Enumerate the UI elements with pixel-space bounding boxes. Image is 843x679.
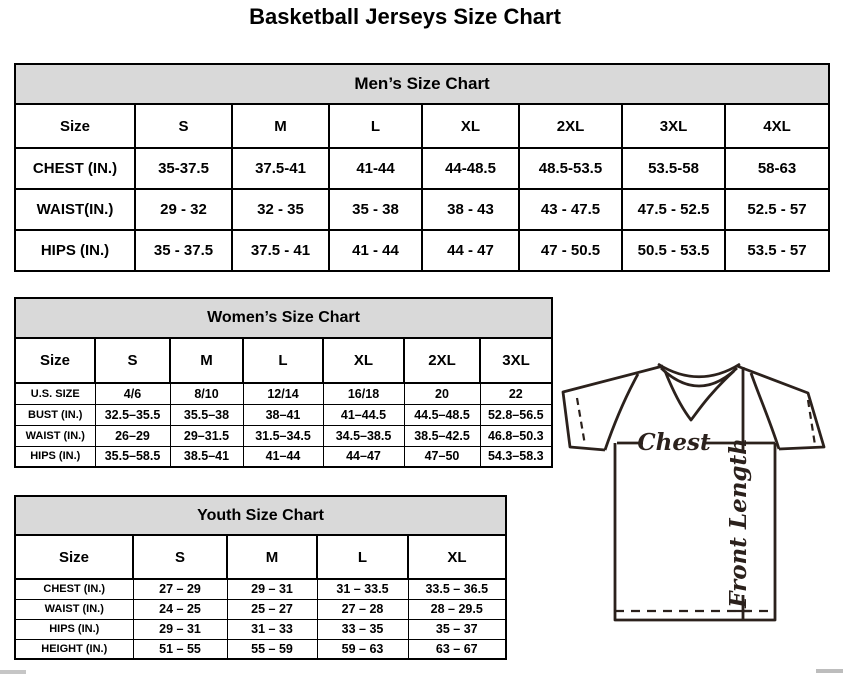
mens-size-value-cell: 47.5 - 52.5 [622,189,725,230]
youth-size-value-cell: 31 – 33 [227,619,317,639]
horizontal-scrollbar-fragment-right[interactable] [816,669,843,673]
youth-size-value-cell: 24 – 25 [133,599,227,619]
womens-column-header-2xl: 2XL [404,338,480,383]
womens-table-row [15,383,552,404]
womens-size-value-cell: 35.5–58.5 [95,446,170,467]
womens-size-value-cell: 12/14 [243,383,323,404]
chest-label: Chest [637,429,711,456]
mens-chart-header-row [15,64,829,104]
womens-size-value-cell: 20 [404,383,480,404]
mens-size-value-cell: 41 - 44 [329,230,422,271]
womens-table-row [15,404,552,425]
womens-size-value-cell: 29–31.5 [170,425,243,446]
womens-row-label: BUST (IN.) [15,404,95,425]
womens-chart-title: Women’s Size Chart [15,298,552,338]
mens-size-chart-table [14,63,830,272]
womens-size-value-cell: 22 [480,383,552,404]
mens-table-row [15,189,829,230]
jersey-left-armhole-seam [605,374,638,450]
mens-row-label: CHEST (IN.) [15,148,135,189]
youth-size-value-cell: 28 – 29.5 [408,599,506,619]
womens-size-value-cell: 38.5–42.5 [404,425,480,446]
youth-size-value-cell: 27 – 28 [317,599,408,619]
youth-size-chart-table [14,495,507,660]
mens-column-header-m: M [232,104,329,148]
mens-table-row [15,148,829,189]
womens-size-value-cell: 35.5–38 [170,404,243,425]
youth-size-value-cell: 31 – 33.5 [317,579,408,599]
youth-row-label: HEIGHT (IN.) [15,639,133,659]
mens-table-row [15,230,829,271]
womens-size-value-cell: 32.5–35.5 [95,404,170,425]
womens-size-value-cell: 8/10 [170,383,243,404]
womens-table-row [15,446,552,467]
jersey-right-sleeve [737,366,824,449]
womens-size-header-row [15,338,552,383]
womens-column-header-label: Size [15,338,95,383]
youth-row-label: HIPS (IN.) [15,619,133,639]
womens-size-value-cell: 54.3–58.3 [480,446,552,467]
youth-size-value-cell: 27 – 29 [133,579,227,599]
mens-size-value-cell: 43 - 47.5 [519,189,622,230]
womens-column-header-m: M [170,338,243,383]
womens-column-header-s: S [95,338,170,383]
jersey-measurement-diagram [558,356,842,630]
mens-column-header-label: Size [15,104,135,148]
womens-row-label: U.S. SIZE [15,383,95,404]
mens-size-value-cell: 37.5-41 [232,148,329,189]
mens-column-header-xl: XL [422,104,519,148]
womens-row-label: WAIST (IN.) [15,425,95,446]
youth-size-value-cell: 35 – 37 [408,619,506,639]
youth-table-row [15,639,506,659]
womens-size-value-cell: 44–47 [323,446,404,467]
womens-size-value-cell: 38.5–41 [170,446,243,467]
youth-row-label: CHEST (IN.) [15,579,133,599]
womens-size-value-cell: 46.8–50.3 [480,425,552,446]
mens-row-label: HIPS (IN.) [15,230,135,271]
youth-table-row [15,619,506,639]
mens-size-value-cell: 29 - 32 [135,189,232,230]
mens-size-value-cell: 44 - 47 [422,230,519,271]
youth-chart-title: Youth Size Chart [15,496,506,535]
mens-size-value-cell: 35 - 38 [329,189,422,230]
mens-size-value-cell: 48.5-53.5 [519,148,622,189]
mens-column-header-s: S [135,104,232,148]
mens-size-value-cell: 52.5 - 57 [725,189,829,230]
womens-size-value-cell: 26–29 [95,425,170,446]
youth-column-header-label: Size [15,535,133,579]
youth-size-value-cell: 51 – 55 [133,639,227,659]
mens-size-value-cell: 35-37.5 [135,148,232,189]
womens-size-chart-table [14,297,553,468]
front-length-label: Front Length [725,438,752,608]
womens-table-row [15,425,552,446]
mens-column-header-4xl: 4XL [725,104,829,148]
youth-size-value-cell: 59 – 63 [317,639,408,659]
youth-column-header-l: L [317,535,408,579]
horizontal-scrollbar-fragment-left[interactable] [0,670,26,674]
mens-size-value-cell: 58-63 [725,148,829,189]
mens-size-value-cell: 41-44 [329,148,422,189]
womens-size-value-cell: 44.5–48.5 [404,404,480,425]
youth-size-header-row [15,535,506,579]
womens-size-value-cell: 52.8–56.5 [480,404,552,425]
mens-column-header-3xl: 3XL [622,104,725,148]
womens-chart-header-row [15,298,552,338]
youth-size-value-cell: 63 – 67 [408,639,506,659]
womens-column-header-xl: XL [323,338,404,383]
womens-size-value-cell: 16/18 [323,383,404,404]
mens-chart-title: Men’s Size Chart [15,64,829,104]
youth-size-value-cell: 55 – 59 [227,639,317,659]
youth-size-value-cell: 29 – 31 [227,579,317,599]
youth-column-header-m: M [227,535,317,579]
mens-size-value-cell: 35 - 37.5 [135,230,232,271]
jersey-right-armhole-seam [751,373,779,449]
mens-row-label: WAIST(IN.) [15,189,135,230]
mens-size-value-cell: 38 - 43 [422,189,519,230]
jersey-left-cuff-dashed-line [577,398,585,445]
womens-row-label: HIPS (IN.) [15,446,95,467]
youth-size-value-cell: 29 – 31 [133,619,227,639]
mens-size-value-cell: 32 - 35 [232,189,329,230]
mens-size-value-cell: 53.5 - 57 [725,230,829,271]
mens-size-value-cell: 44-48.5 [422,148,519,189]
youth-table-row [15,599,506,619]
womens-column-header-3xl: 3XL [480,338,552,383]
youth-row-label: WAIST (IN.) [15,599,133,619]
youth-size-value-cell: 33 – 35 [317,619,408,639]
mens-size-value-cell: 53.5-58 [622,148,725,189]
mens-column-header-l: L [329,104,422,148]
womens-size-value-cell: 41–44 [243,446,323,467]
youth-chart-header-row [15,496,506,535]
mens-column-header-2xl: 2XL [519,104,622,148]
youth-column-header-xl: XL [408,535,506,579]
womens-size-value-cell: 41–44.5 [323,404,404,425]
youth-table-row [15,579,506,599]
youth-column-header-s: S [133,535,227,579]
mens-size-value-cell: 50.5 - 53.5 [622,230,725,271]
mens-size-value-cell: 47 - 50.5 [519,230,622,271]
womens-column-header-l: L [243,338,323,383]
mens-size-value-cell: 37.5 - 41 [232,230,329,271]
womens-size-value-cell: 38–41 [243,404,323,425]
womens-size-value-cell: 34.5–38.5 [323,425,404,446]
womens-size-value-cell: 4/6 [95,383,170,404]
mens-size-header-row [15,104,829,148]
youth-size-value-cell: 25 – 27 [227,599,317,619]
womens-size-value-cell: 31.5–34.5 [243,425,323,446]
youth-size-value-cell: 33.5 – 36.5 [408,579,506,599]
page-title: Basketball Jerseys Size Chart [249,4,561,29]
womens-size-value-cell: 47–50 [404,446,480,467]
